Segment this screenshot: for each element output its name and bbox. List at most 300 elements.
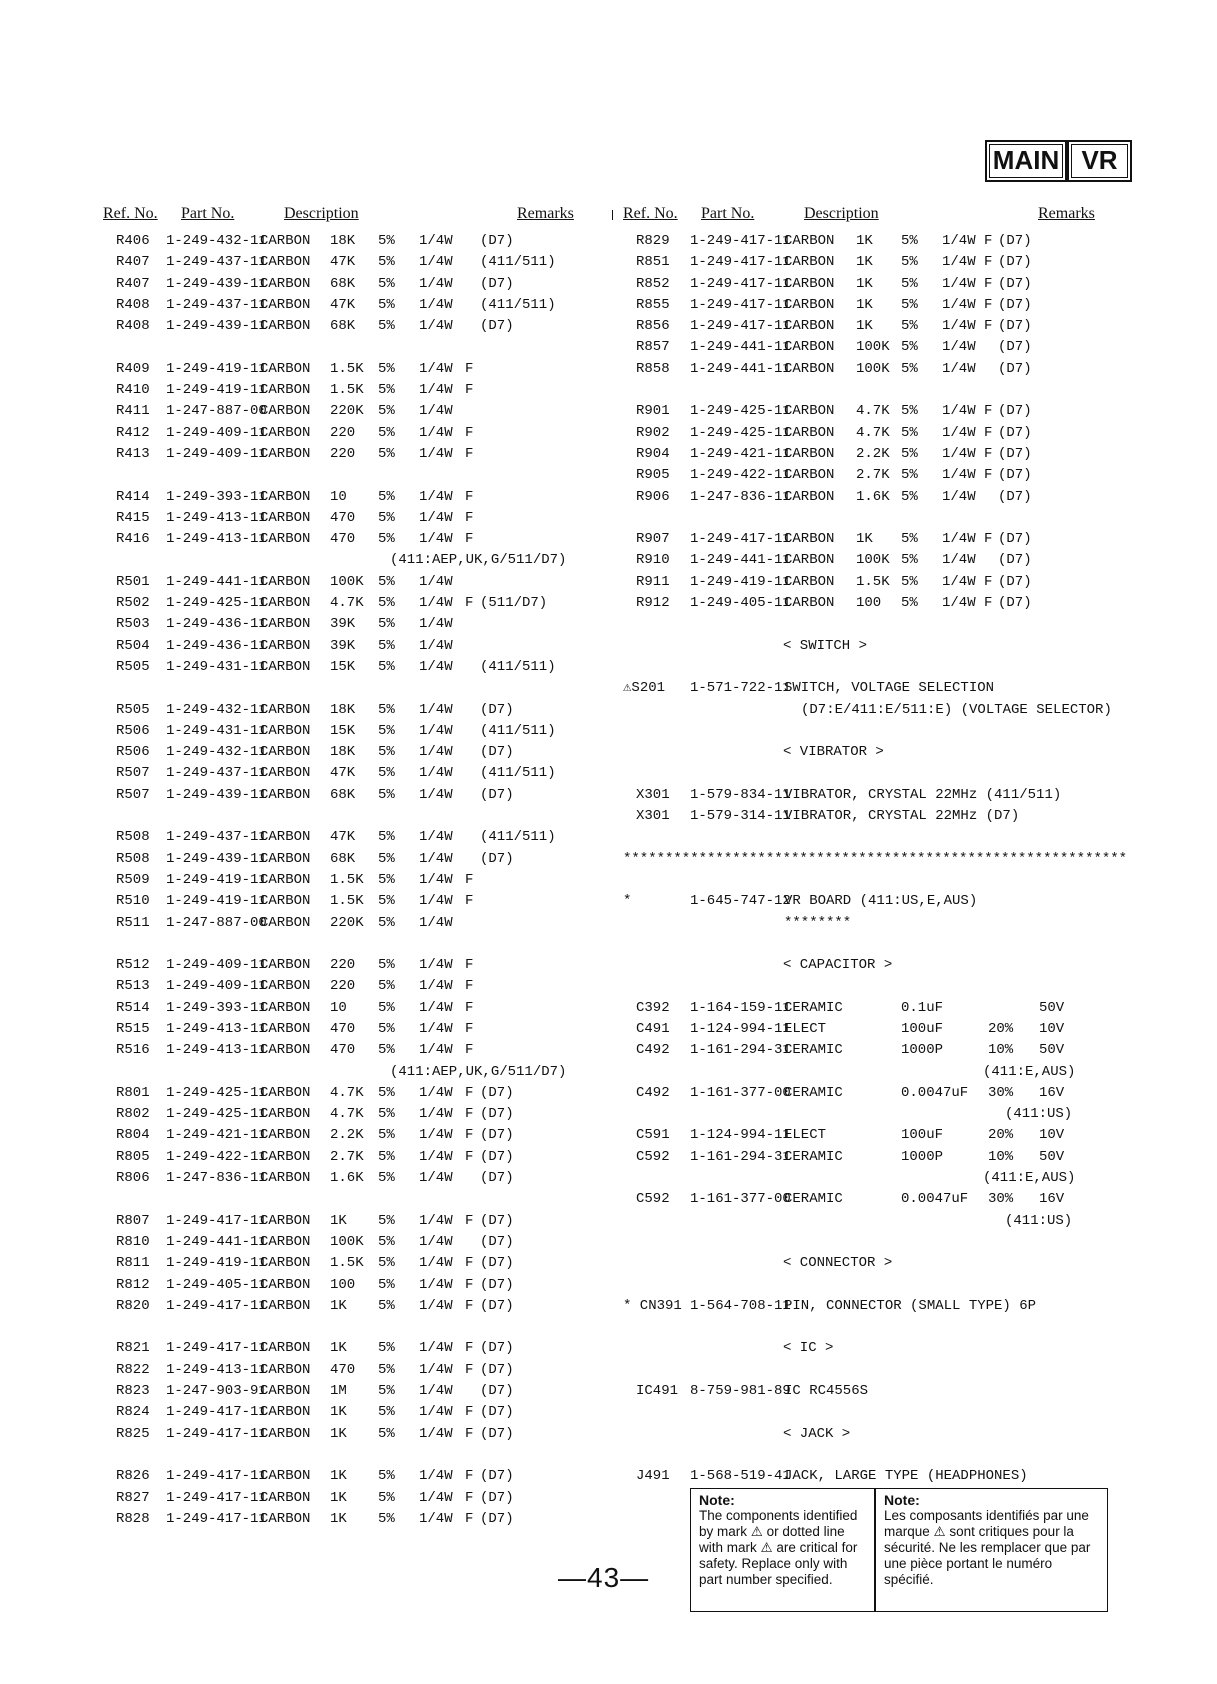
part-no: 1-124-994-11 (690, 1020, 791, 1037)
wattage: 1/4W (942, 233, 976, 249)
value: 100uF (901, 1020, 944, 1037)
wattage: 1/4W (942, 488, 976, 505)
part-type: CARBON (784, 403, 835, 420)
table-row (103, 1360, 593, 1381)
table-row (103, 636, 593, 657)
part-type: CARBON (260, 1340, 311, 1357)
ref-no: R828 (116, 1510, 150, 1527)
ref-no: R513 (116, 978, 150, 995)
part-no: 1-249-393-11 (166, 488, 267, 505)
ref-no: R414 (116, 488, 150, 505)
wattage: 1/4W (419, 1510, 453, 1527)
tolerance: 5% (378, 1340, 395, 1357)
part-no: 1-249-425-11 (166, 1084, 267, 1101)
spacer-row (623, 870, 1143, 891)
table-row (623, 1381, 1143, 1402)
value: 100 (856, 595, 882, 612)
remarks: (D7) (998, 233, 1032, 249)
part-no: 1-249-413-11 (166, 1361, 267, 1378)
part-no: 1-249-405-11 (690, 595, 791, 612)
ref-no: R805 (116, 1148, 150, 1165)
tolerance: 5% (378, 1383, 395, 1400)
wattage: 1/4W (942, 403, 976, 420)
part-type: CARBON (260, 1489, 311, 1506)
part-no: 1-249-441-11 (166, 573, 267, 590)
voltage: 10V (1039, 1127, 1065, 1144)
ref-no: IC491 (636, 1383, 679, 1400)
remarks: (D7) (480, 1127, 514, 1144)
ref-no: R501 (116, 573, 150, 590)
wattage: 1/4W (419, 1148, 453, 1165)
tolerance: 5% (378, 658, 395, 675)
part-no: 1-249-417-11 (166, 1510, 267, 1527)
ref-no: R509 (116, 871, 150, 888)
tolerance: 5% (378, 1084, 395, 1101)
part-type: CARBON (260, 424, 311, 441)
table-row (623, 529, 1143, 550)
table-row (623, 913, 1143, 934)
part-no: 1-249-413-11 (166, 1042, 267, 1059)
table-row (623, 849, 1143, 870)
tolerance: 5% (378, 403, 395, 420)
remarks: (411:AEP,UK,G/511/D7) (390, 1063, 567, 1080)
flag: F (984, 318, 993, 335)
part-type: CARBON (260, 1297, 311, 1314)
part-type: CARBON (784, 531, 835, 548)
tolerance: 5% (901, 595, 918, 612)
value: 470 (330, 509, 356, 526)
part-type: CARBON (260, 1233, 311, 1250)
table-row (103, 1104, 593, 1125)
wattage: 1/4W (419, 1276, 453, 1293)
wattage: 1/4W (419, 850, 453, 867)
value: 100K (856, 552, 890, 569)
part-no: 1-249-419-11 (166, 1255, 267, 1272)
ref-no: R812 (116, 1276, 150, 1293)
part-no: 1-249-439-11 (166, 318, 267, 335)
remarks: (411/511) (480, 296, 556, 313)
description: VIBRATOR, CRYSTAL 22MHz (D7) (784, 808, 1020, 825)
table-row (623, 1040, 1143, 1061)
flag: F (984, 275, 993, 292)
tolerance: 5% (378, 999, 395, 1016)
flag: F (984, 296, 993, 313)
value: 1000P (901, 1042, 944, 1059)
flag: F (984, 531, 993, 548)
ref-no: R506 (116, 744, 150, 761)
part-type: CARBON (260, 1425, 311, 1442)
tolerance: 5% (378, 1468, 395, 1485)
tolerance: 5% (378, 1404, 395, 1421)
right-parts-list (623, 231, 1143, 1488)
remarks: (D7) (480, 744, 514, 761)
wattage: 1/4W (942, 445, 976, 462)
flag: F (465, 957, 474, 974)
table-row (103, 487, 593, 508)
tolerance: 20% (988, 1127, 1014, 1144)
part-type: CARBON (260, 445, 311, 462)
part-no: 1-249-436-11 (166, 637, 267, 654)
wattage: 1/4W (419, 296, 453, 313)
table-row (623, 295, 1143, 316)
note-french (875, 1488, 1108, 1612)
value: 1K (856, 254, 873, 271)
tolerance: 5% (378, 382, 395, 399)
part-no: 1-247-887-00 (166, 914, 267, 931)
left-column (103, 205, 593, 1530)
wattage: 1/4W (942, 552, 976, 569)
tolerance: 5% (378, 254, 395, 271)
part-no: 1-249-417-11 (166, 1297, 267, 1314)
tolerance: 5% (901, 360, 918, 377)
tolerance: 5% (378, 445, 395, 462)
part-no: 1-249-439-11 (166, 786, 267, 803)
destination-note: (411:US) (1005, 1106, 1073, 1123)
remarks: (D7) (480, 1383, 514, 1400)
voltage: 50V (1039, 1148, 1065, 1165)
part-no: 1-249-417-11 (690, 233, 791, 249)
flag: F (465, 531, 474, 548)
spacer-row (623, 657, 1143, 678)
remarks: (D7) (480, 1255, 514, 1272)
wattage: 1/4W (419, 616, 453, 633)
tolerance: 5% (378, 850, 395, 867)
ref-no: R515 (116, 1020, 150, 1037)
table-row (103, 380, 593, 401)
part-type: CARBON (784, 595, 835, 612)
tolerance: 5% (378, 595, 395, 612)
part-type: CARBON (784, 573, 835, 590)
remarks: (D7) (480, 1148, 514, 1165)
part-type: ELECT (784, 1127, 827, 1144)
part-type: CARBON (260, 595, 311, 612)
part-type: CARBON (784, 360, 835, 377)
wattage: 1/4W (942, 595, 976, 612)
description: PIN, CONNECTOR (SMALL TYPE) 6P (784, 1297, 1037, 1314)
part-no: 1-249-419-11 (166, 871, 267, 888)
table-row (103, 529, 593, 550)
remarks: (D7) (998, 531, 1032, 548)
part-no: 1-164-159-11 (690, 999, 791, 1016)
ref-no: R802 (116, 1106, 150, 1123)
ref-no: R820 (116, 1297, 150, 1314)
part-type: CARBON (260, 744, 311, 761)
description: VR BOARD (411:US,E,AUS) (784, 893, 978, 910)
part-no: 1-249-417-11 (166, 1404, 267, 1421)
left-parts-list (103, 231, 593, 1530)
wattage: 1/4W (419, 1212, 453, 1229)
part-no: 1-249-417-11 (690, 275, 791, 292)
table-row (623, 1019, 1143, 1040)
value: 1K (330, 1297, 347, 1314)
note-english (690, 1488, 875, 1612)
wattage: 1/4W (419, 1084, 453, 1101)
wattage: 1/4W (419, 488, 453, 505)
ref-no: R807 (116, 1212, 150, 1229)
value: 4.7K (856, 424, 890, 441)
part-type: CARBON (260, 233, 311, 249)
part-no: 1-249-421-11 (166, 1127, 267, 1144)
description-continued: (D7:E/411:E/511:E) (VOLTAGE SELECTOR) (801, 701, 1112, 718)
ref-no: C492 (636, 1042, 670, 1059)
table-row (103, 657, 593, 678)
value: 100K (856, 360, 890, 377)
part-no: 1-161-294-31 (690, 1148, 791, 1165)
ref-no: R825 (116, 1425, 150, 1442)
ref-no: C591 (636, 1127, 670, 1144)
remarks: (D7) (480, 701, 514, 718)
value: 220 (330, 424, 356, 441)
table-row (623, 572, 1143, 593)
ref-no: X301 (636, 808, 670, 825)
table-row (103, 295, 593, 316)
flag: F (465, 1255, 474, 1272)
flag: F (465, 1404, 474, 1421)
value: 1.6K (856, 488, 890, 505)
table-row (103, 1509, 593, 1530)
section-label: < CONNECTOR > (783, 1255, 893, 1272)
table-row (623, 1211, 1143, 1232)
part-type: CARBON (260, 701, 311, 718)
value: 68K (330, 850, 356, 867)
description: VIBRATOR, CRYSTAL 22MHz (411/511) (784, 786, 1062, 803)
header-remarks: Remarks (517, 205, 574, 222)
note-en-body: The components identified by mark ⚠ or dotted line with mark ⚠ are critical for safety. Replace only with part number specified. (699, 1508, 858, 1587)
value: 4.7K (856, 403, 890, 420)
note-en-title: Note: (699, 1492, 735, 1508)
part-no: 1-249-439-11 (166, 275, 267, 292)
part-no: 1-249-437-11 (166, 296, 267, 313)
part-no: 1-249-417-11 (166, 1425, 267, 1442)
wattage: 1/4W (942, 254, 976, 271)
ref-no: R502 (116, 595, 150, 612)
part-no: 1-249-405-11 (166, 1276, 267, 1293)
value: 1.5K (330, 360, 364, 377)
wattage: 1/4W (419, 1404, 453, 1421)
ref-no: C592 (636, 1148, 670, 1165)
flag: F (465, 360, 474, 377)
wattage: 1/4W (419, 1340, 453, 1357)
remarks: (D7) (480, 1170, 514, 1187)
flag: F (465, 1340, 474, 1357)
tolerance: 5% (378, 1233, 395, 1250)
value: 15K (330, 658, 356, 675)
tolerance: 5% (378, 765, 395, 782)
spacer-row (103, 678, 593, 699)
tag-vr-label: VR (1081, 145, 1118, 175)
section-heading (623, 636, 1143, 657)
part-type: CARBON (260, 1212, 311, 1229)
value: 1K (330, 1212, 347, 1229)
table-row (103, 508, 593, 529)
part-no: 1-249-417-11 (166, 1340, 267, 1357)
part-type: CARBON (260, 382, 311, 399)
part-no: 1-249-441-11 (166, 1233, 267, 1250)
part-type: CARBON (260, 1084, 311, 1101)
table-row (623, 785, 1143, 806)
section-heading (623, 955, 1143, 976)
part-type: CARBON (784, 445, 835, 462)
flag: F (984, 467, 993, 484)
remarks: (411/511) (480, 722, 556, 739)
flag: F (465, 1212, 474, 1229)
remarks: (411:AEP,UK,G/511/D7) (390, 552, 567, 569)
part-no: 1-249-439-11 (166, 850, 267, 867)
table-row (623, 891, 1143, 912)
remarks: (411/511) (480, 254, 556, 271)
table-row (103, 1125, 593, 1146)
part-type: CARBON (260, 829, 311, 846)
remarks: (D7) (480, 1489, 514, 1506)
part-type: CARBON (784, 424, 835, 441)
voltage: 50V (1039, 1042, 1065, 1059)
flag: F (465, 509, 474, 526)
flag: F (465, 1510, 474, 1527)
ref-no: R856 (636, 318, 670, 335)
flag: F (984, 445, 993, 462)
ref-no: R904 (636, 445, 670, 462)
value: 10 (330, 488, 347, 505)
remarks: (D7) (480, 318, 514, 335)
description: JACK, LARGE TYPE (HEADPHONES) (784, 1468, 1028, 1485)
tolerance: 5% (378, 1020, 395, 1037)
flag: F (465, 1084, 474, 1101)
value: 220 (330, 978, 356, 995)
table-row (103, 1488, 593, 1509)
part-no: 1-247-903-91 (166, 1383, 267, 1400)
tolerance: 5% (378, 1148, 395, 1165)
value: 100uF (901, 1127, 944, 1144)
note-fr-body: Les composants identifiés par une marque ⚠ sont critiques pour la sécurité. Ne les remplacer que par une pièce portant le numéro spécifié. (884, 1508, 1091, 1587)
remarks: (D7) (998, 296, 1032, 313)
value: 220K (330, 403, 364, 420)
section-label: < VIBRATOR > (783, 744, 884, 761)
value: 4.7K (330, 1084, 364, 1101)
table-row (623, 252, 1143, 273)
part-no: 1-249-437-11 (166, 829, 267, 846)
ref-no: R905 (636, 467, 670, 484)
tolerance: 5% (378, 957, 395, 974)
part-type: CARBON (260, 765, 311, 782)
part-no: 1-249-441-11 (690, 360, 791, 377)
spacer-row (103, 1445, 593, 1466)
ref-no: R902 (636, 424, 670, 441)
ref-no: R824 (116, 1404, 150, 1421)
ref-no: C491 (636, 1020, 670, 1037)
flag: F (984, 403, 993, 420)
tolerance: 5% (378, 914, 395, 931)
wattage: 1/4W (942, 424, 976, 441)
wattage: 1/4W (942, 339, 976, 356)
wattage: 1/4W (419, 829, 453, 846)
tolerance: 5% (901, 254, 918, 271)
table-row (623, 359, 1143, 380)
ref-no: ⚠S201 (623, 680, 666, 697)
value: 220 (330, 957, 356, 974)
table-row (623, 678, 1143, 699)
remarks: (D7) (480, 1340, 514, 1357)
spacer-row (623, 976, 1143, 997)
part-type: CARBON (260, 403, 311, 420)
table-row (103, 359, 593, 380)
tolerance: 5% (901, 275, 918, 292)
value: 1.5K (330, 893, 364, 910)
part-type: CARBON (260, 1127, 311, 1144)
wattage: 1/4W (419, 744, 453, 761)
wattage: 1/4W (419, 957, 453, 974)
wattage: 1/4W (942, 296, 976, 313)
part-type: CARBON (260, 531, 311, 548)
flag: F (465, 1127, 474, 1144)
flag: F (465, 978, 474, 995)
ref-no: R408 (116, 318, 150, 335)
ref-no: R855 (636, 296, 670, 313)
header-ref: Ref. No. (103, 205, 158, 222)
ref-no: R910 (636, 552, 670, 569)
ref-no: J491 (636, 1468, 670, 1485)
tolerance: 5% (378, 701, 395, 718)
part-no: 1-645-747-12 (690, 893, 791, 910)
tolerance: 5% (378, 893, 395, 910)
ref-no: R510 (116, 893, 150, 910)
value: 68K (330, 786, 356, 803)
wattage: 1/4W (419, 509, 453, 526)
remarks: (411/511) (480, 658, 556, 675)
part-type: CARBON (260, 488, 311, 505)
ref-no: R413 (116, 445, 150, 462)
spacer-row (103, 1189, 593, 1210)
ref-no: R852 (636, 275, 670, 292)
remarks: (D7) (998, 403, 1032, 420)
table-row (103, 572, 593, 593)
wattage: 1/4W (419, 233, 453, 249)
part-type: CARBON (260, 722, 311, 739)
voltage: 16V (1039, 1191, 1065, 1208)
value: 220K (330, 914, 364, 931)
value: 2.7K (856, 467, 890, 484)
section-label: < CAPACITOR > (783, 957, 893, 974)
table-row (623, 1147, 1143, 1168)
value: 47K (330, 254, 356, 271)
remarks: (D7) (480, 786, 514, 803)
tolerance: 5% (378, 318, 395, 335)
value: 0.0047uF (901, 1191, 969, 1208)
wattage: 1/4W (419, 1042, 453, 1059)
value: 68K (330, 318, 356, 335)
part-type: CARBON (260, 786, 311, 803)
wattage: 1/4W (419, 318, 453, 335)
table-row (103, 252, 593, 273)
value: 1.5K (330, 871, 364, 888)
table-row (103, 423, 593, 444)
tolerance: 5% (901, 424, 918, 441)
value: 2.2K (856, 445, 890, 462)
section-label: < JACK > (783, 1425, 851, 1442)
tolerance: 5% (378, 233, 395, 249)
tolerance: 5% (378, 275, 395, 292)
ref-no: X301 (636, 786, 670, 803)
ref-no: R810 (116, 1233, 150, 1250)
ref-no: R411 (116, 403, 150, 420)
table-row (103, 550, 593, 571)
table-row (103, 742, 593, 763)
section-heading (623, 1424, 1143, 1445)
tolerance: 5% (378, 722, 395, 739)
wattage: 1/4W (419, 978, 453, 995)
wattage: 1/4W (942, 275, 976, 292)
part-no: 1-579-834-11 (690, 786, 791, 803)
value: 18K (330, 701, 356, 718)
